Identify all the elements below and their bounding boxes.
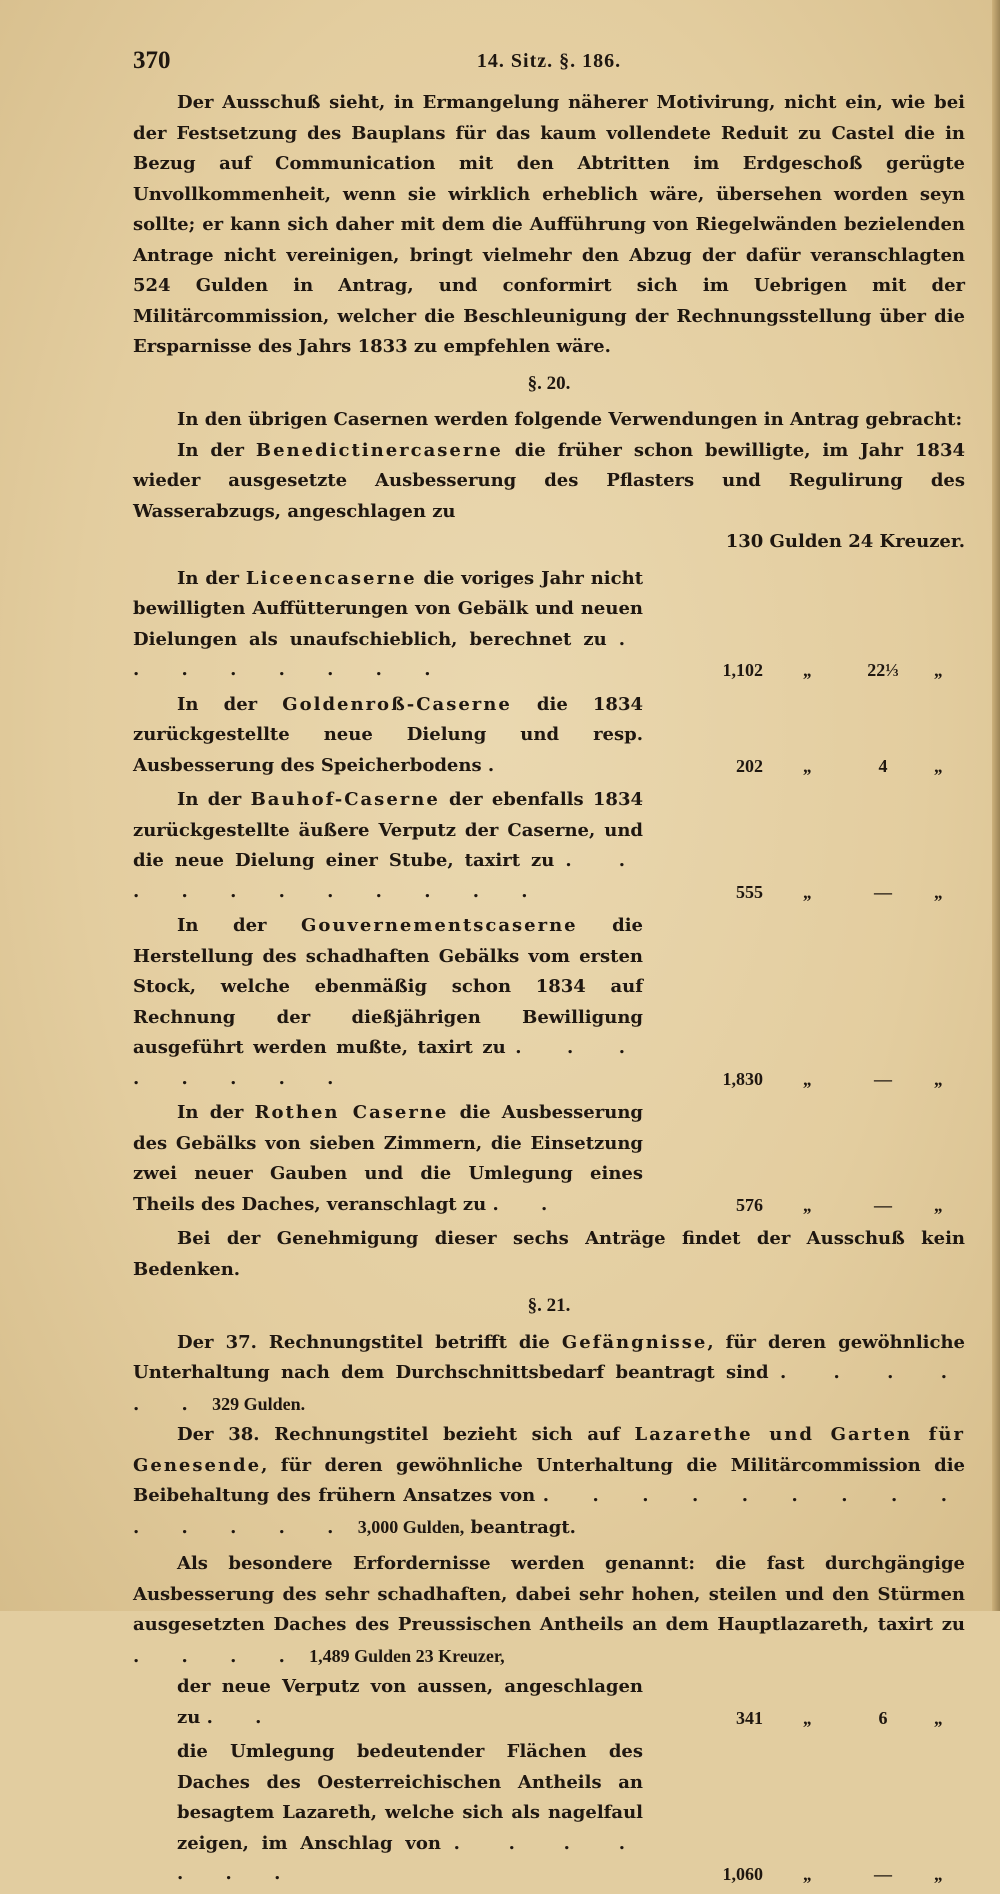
leader-dots: . . . . . . . . . . . . . . — [133, 1485, 965, 1538]
title-38-pre: Der 38. Rechnungstitel bezieht sich auf — [177, 1424, 635, 1445]
title-37-post: , für deren gewöhnliche Unterhaltung nach dem Durchschnittsbedarf beantragt sind — [133, 1331, 965, 1383]
ditto-mark: „ — [934, 1068, 944, 1089]
cost-entry — [133, 785, 965, 907]
ditto-mark: „ — [934, 755, 944, 776]
requirements-text: Als besondere Erfordernisse werden genannt: die fast durchgängige Ausbesserung des sehr schadhaften, dabei sehr hohen, steilen und den Stürmen ausgesetzten Daches des Preussischen Antheils an dem Hauptlazareth, taxirt zu — [133, 1553, 965, 1635]
leader-dots: . . . . . . . . . . . — [133, 850, 643, 902]
amount-kreuzer: 22⅓ — [867, 660, 899, 680]
cost-entry — [133, 911, 965, 1094]
entry-text — [133, 1672, 643, 1733]
title-38-name: Lazarethe und Garten für Genesende — [133, 1424, 965, 1476]
amount-gulden: 576 — [736, 1194, 763, 1215]
entry-post: der neue Verputz von aussen, angeschlagen zu — [177, 1676, 643, 1728]
ditto-mark: „ — [803, 881, 813, 902]
ditto-mark: „ — [803, 1864, 813, 1884]
benedictiner-paragraph — [133, 436, 965, 528]
ditto-mark: „ — [934, 1707, 944, 1728]
benedictiner-pre: In der — [177, 439, 256, 461]
ditto-mark: „ — [934, 1194, 944, 1215]
ditto-mark: „ — [934, 881, 944, 902]
benedictiner-name: Benedictinercaserne — [255, 439, 503, 461]
cost-entry — [133, 1672, 965, 1733]
title-37-paragraph — [133, 1328, 965, 1421]
entry-name: Bauhof-Caserne — [250, 789, 440, 810]
entry-amount — [643, 1703, 965, 1734]
entry-name: Gouvernementscaserne — [300, 915, 578, 936]
amount-kreuzer: 6 — [878, 1707, 888, 1728]
amount-gulden: 1,830 — [722, 1068, 763, 1089]
amount-gulden: 341 — [736, 1707, 763, 1728]
title-38-post: , für deren gewöhnliche Unterhaltung die Militärcommission die Beibehaltung des frühern Ansatzes von — [133, 1454, 965, 1506]
amount-kreuzer: — — [874, 1194, 892, 1215]
entry-pre: In der — [177, 915, 301, 936]
entry-post: die Ausbesserung des Gebälks von sieben Zimmern, die Einsetzung zwei neuer Gauben und die Umlegung eines Theils des Daches, veranschlagt zu — [133, 1102, 643, 1215]
amount-gulden: 202 — [736, 755, 763, 776]
title-38-tail: beantragt. — [470, 1516, 576, 1538]
leader-dots: . . — [492, 1193, 566, 1215]
page-edge-shadow — [992, 0, 1000, 1611]
section-heading-21: §. 21. — [527, 1295, 571, 1316]
ditto-mark: „ — [803, 1707, 813, 1728]
entry-name: Goldenroß-Caserne — [282, 693, 512, 715]
leader-dots: . . . . . . . . — [133, 1037, 643, 1089]
leader-dots: . . — [206, 1706, 280, 1728]
entry-pre: In der — [177, 1102, 255, 1123]
ditto-mark: „ — [803, 1194, 813, 1215]
cost-entry — [133, 1098, 965, 1220]
intro-paragraph: Der Ausschuß sieht, in Ermangelung näherer Motivirung, nicht ein, wie bei der Festsetzung des Bauplans für das kaum vollendete Reduit zu Castel die in Bezug auf Communication mit den Abtritten im Erdgeschoß gerügte Unvollkommenheit, wenn sie wirklich erheblich wäre, übersehen worden seyn sollte; er kann sich daher mit dem die Aufführung von Riegelwänden bezielenden Antrage nicht vereinigen, bringt vielmehr den Abzug der dafür veranschlagten 524 Gulden in Antrag, und conformirt sich im Uebrigen mit der Militärcommission, welcher die Beschleunigung der Rechnungsstellung über die Ersparnisse des Jahrs 1833 zu empfehlen wäre. — [133, 92, 965, 357]
amount-kreuzer: — — [874, 1068, 892, 1089]
running-head: 14. Sitz. §. 186. — [476, 50, 622, 72]
entry-amount — [643, 751, 965, 782]
entry-name: Rothen Caserne — [254, 1102, 449, 1123]
leader-dots: . . . . . . . — [177, 1832, 643, 1884]
ditto-mark: „ — [934, 660, 944, 680]
page-header — [133, 40, 965, 84]
section-20-intro: In den übrigen Casernen werden folgende Verwendungen in Antrag gebracht: — [177, 409, 963, 430]
section-20-closing: Bei der Genehmigung dieser sechs Anträge findet der Ausschuß kein Bedenken. — [133, 1228, 965, 1280]
amount-gulden: 1,102 — [722, 660, 763, 680]
title-37-amount: 329 Gulden. — [212, 1393, 306, 1414]
title-38-paragraph — [133, 1420, 965, 1543]
benedictiner-amount: 130 Gulden 24 Kreuzer. — [725, 531, 965, 552]
text-block — [133, 40, 965, 1894]
entry-post: der ebenfalls 1834 zurückgestellte äußere Verputz der Caserne, und die neue Dielung einer Stube, taxirt zu — [133, 789, 643, 871]
leader-dots: . . . . . . . . — [133, 628, 643, 680]
entry-pre: In der — [177, 567, 246, 589]
entry-name: Liceencaserne — [245, 567, 417, 589]
entry-text — [133, 690, 643, 782]
ditto-mark: „ — [934, 1864, 944, 1884]
requirements-amount: 1,489 Gulden 23 Kreuzer, — [309, 1645, 505, 1666]
entry-pre: In der — [177, 789, 251, 810]
entry-pre: In der — [177, 693, 283, 715]
page-number: 370 — [133, 47, 171, 74]
ditto-mark: „ — [803, 755, 813, 776]
title-37-pre: Der 37. Rechnungstitel betrifft die — [177, 1331, 562, 1353]
ditto-mark: „ — [803, 1068, 813, 1089]
leader-dots: . . . . — [133, 1645, 303, 1667]
benedictiner-text: die früher schon bewilligte, im Jahr 1834 wieder ausgesetzte Ausbesserung des Pflasters und Regulirung des Wasserabzugs, angeschlagen zu — [133, 439, 966, 522]
entry-text — [133, 1737, 643, 1890]
entry-post: die Herstellung des schadhaften Gebälks vom ersten Stock, welche ebenmäßig schon 1834 auf Rechnung der dießjährigen Bewilligung ausgeführt werden mußte, taxirt zu — [133, 915, 643, 1058]
amount-gulden: 1,060 — [722, 1864, 763, 1884]
leader-dots: . — [487, 754, 513, 776]
amount-kreuzer: 4 — [878, 755, 888, 776]
entry-amount — [643, 877, 965, 908]
entry-post: die Umlegung bedeutender Flächen des Daches des Oesterreichischen Antheils an besagtem Lazareth, welche sich als nagelfaul zeigen, im Anschlag von — [177, 1741, 643, 1854]
section-heading-20: §. 20. — [527, 372, 571, 394]
entry-amount — [643, 1859, 965, 1890]
entry-post: die voriges Jahr nicht bewilligten Auffütterungen von Gebälk und neuen Dielungen als unaufschieblich, berechnet zu — [133, 567, 644, 650]
entry-text — [133, 1098, 643, 1220]
entry-text — [133, 785, 643, 907]
amount-gulden: 555 — [736, 881, 763, 902]
entry-amount — [643, 1190, 965, 1221]
entry-text — [133, 911, 643, 1094]
cost-entry — [133, 564, 965, 686]
ditto-mark: „ — [803, 660, 813, 680]
leader-dots: . . . . . . — [133, 1362, 965, 1415]
entry-post: die 1834 zurückgestellte neue Dielung und resp. Ausbesserung des Speicherbodens — [133, 693, 643, 776]
amount-kreuzer: — — [874, 881, 892, 902]
cost-entry — [133, 690, 965, 782]
amount-kreuzer: — — [874, 1864, 892, 1884]
title-37-name: Gefängnisse — [561, 1331, 708, 1353]
entry-amount — [643, 1064, 965, 1095]
title-38-amount: 3,000 Gulden, — [357, 1516, 465, 1537]
entry-amount — [643, 655, 965, 686]
cost-entry — [133, 1737, 965, 1890]
entry-text — [133, 564, 643, 686]
